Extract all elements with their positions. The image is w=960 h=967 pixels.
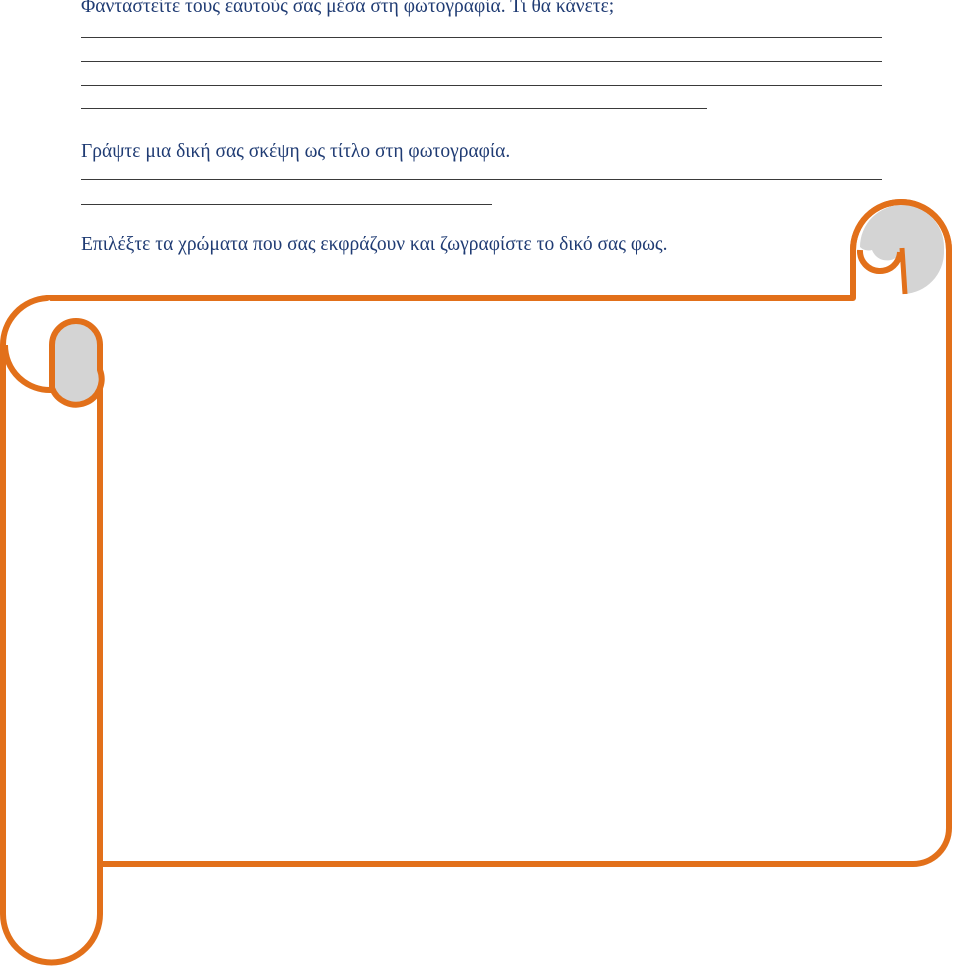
scroll-sheet bbox=[47, 202, 949, 864]
prompt-write-title: Γράψτε μια δική σας σκέψη ως τίτλο στη φωτογραφία. bbox=[81, 141, 511, 162]
prompt-imagine-yourself: Φανταστείτε τους εαυτούς σας μέσα στη φωτογραφία. Τι θα κάνετε; bbox=[81, 0, 615, 17]
scroll-left-curl bbox=[52, 321, 102, 405]
prompt-choose-colors: Επιλέξτε τα χρώματα που σας εκφράζουν και ζωγραφίστε το δικό σας φως. bbox=[81, 234, 668, 255]
